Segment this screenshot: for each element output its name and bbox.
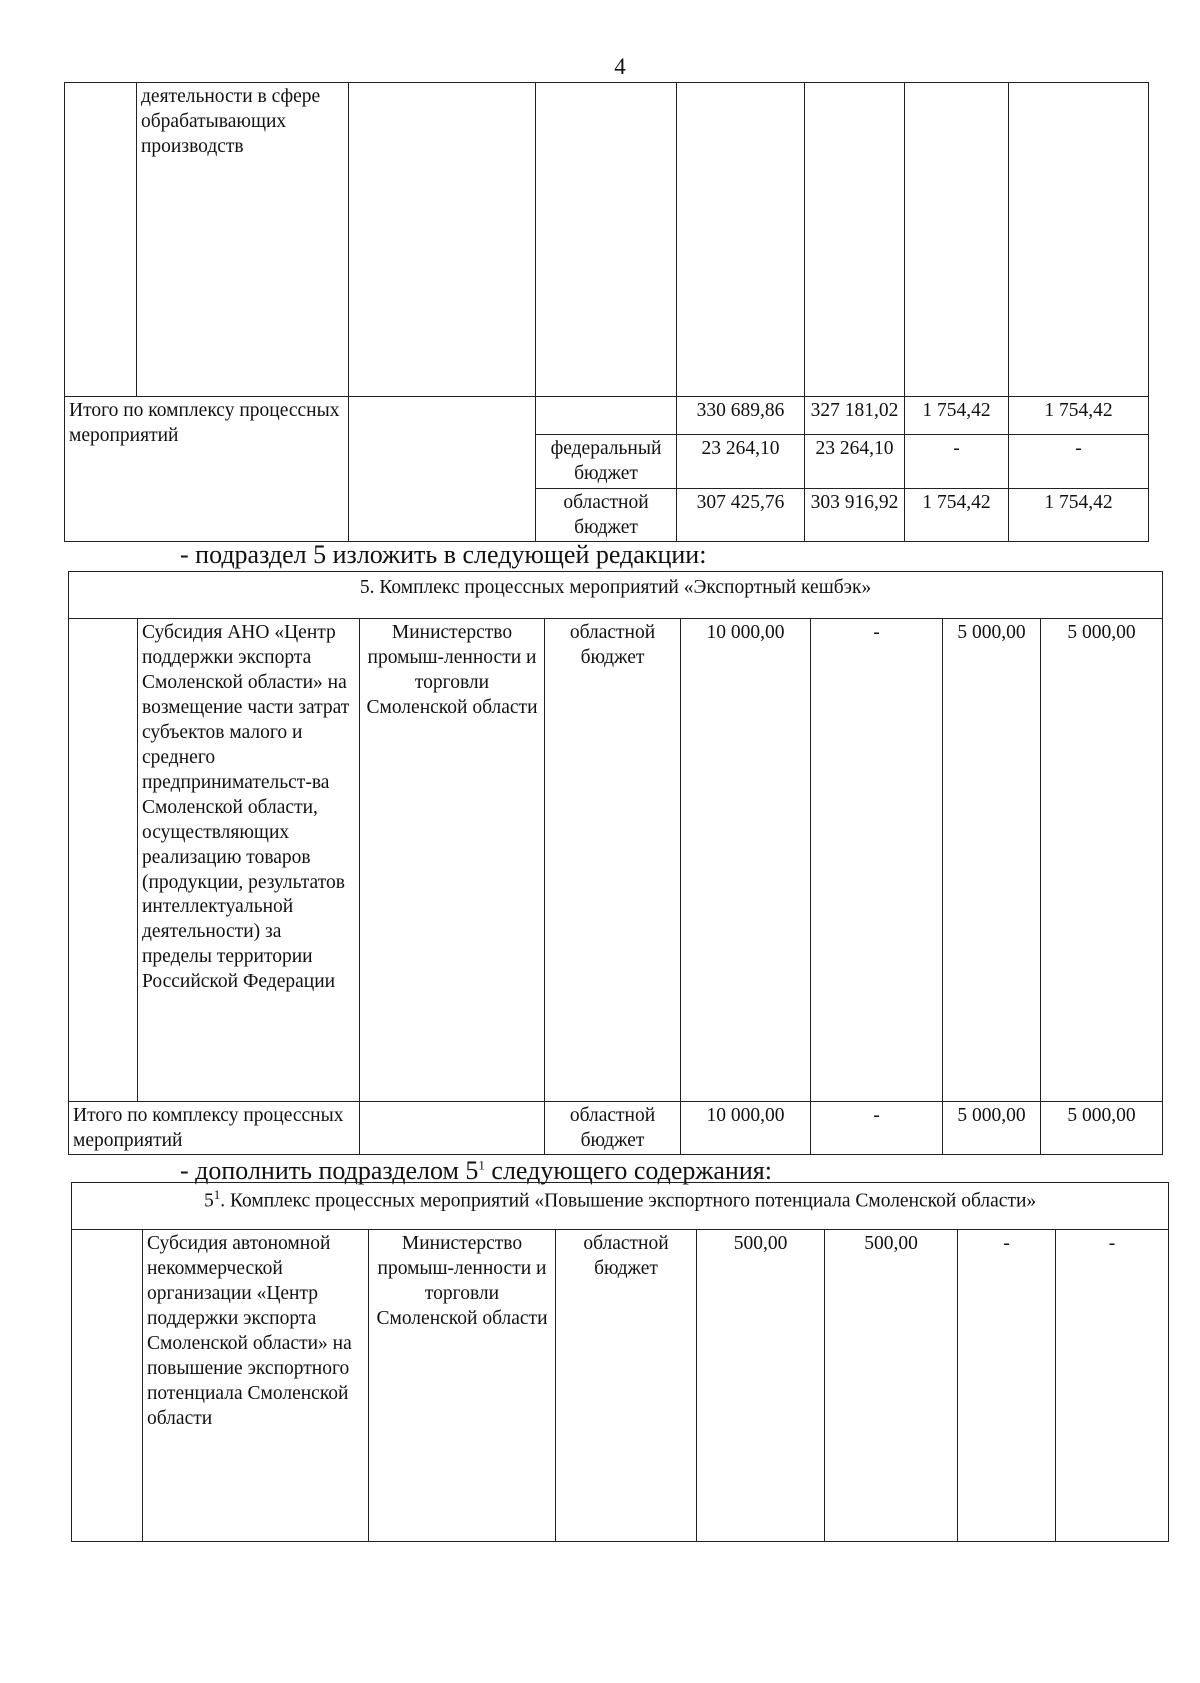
page-number: 4 [614, 54, 626, 79]
subsection-title: $5^1$. Комплекс процессных мероприятий «Повышение экспортного потенциала Смоленской области» [72, 1183, 1169, 1230]
total-label: Итого по комплексу процессных мероприятий [69, 1102, 360, 1155]
table-row [65, 83, 1149, 397]
table-row: федеральный бюджет 23 264,10 23 264,10 - - [65, 435, 1149, 489]
table-export-potential [71, 1182, 1169, 1542]
table-row: Итого по комплексу процессных мероприятий 330 689,86 327 181,02 1 754,42 1 754,42 [65, 397, 1149, 435]
table-continuation [64, 82, 1149, 542]
funding-source: областной бюджет [556, 1230, 697, 1542]
section-heading: - подраздел 5 изложить в следующей редакции: [180, 540, 707, 569]
executor: Министерство промыш-ленности и торговли Смоленской области [369, 1230, 556, 1542]
executor: Министерство промыш-ленности и торговли Смоленской области [360, 619, 545, 1102]
table-title-row [72, 1183, 1169, 1230]
subsection-title: 5. Комплекс процессных мероприятий «Экспортный кешбэк» [69, 572, 1163, 619]
funding-source: областной бюджет [545, 619, 681, 1102]
total-label: Итого по комплексу процессных мероприятий [65, 397, 349, 542]
table-row: областной бюджет 307 425,76 303 916,92 1 754,42 1 754,42 [65, 489, 1149, 542]
table-cell-name: деятельности в сфере обрабатывающих производств [137, 83, 349, 397]
table-row: Итого по комплексу процессных мероприятий областной бюджет 10 000,00 - 5 000,00 5 000,00 [69, 1102, 1163, 1155]
table-row: Субсидия автономной некоммерческой организации «Центр поддержки экспорта Смоленской области» на повышение экспортного потенциала Смоленской области Министерство промыш-ленности и торговли Смоленской области областной бюджет 500,00 500,00 - - [72, 1230, 1169, 1542]
table-export-cashback [68, 571, 1163, 1155]
activity-name: Субсидия АНО «Центр поддержки экспорта Смоленской области» на возмещение части затрат субъектов малого и среднего предпринимательст-ва Смоленской области, осуществляющих реализацию товаров (продукции, результатов интеллектуальной деятельности) за пределы территории Российской Федерации [138, 619, 360, 1102]
table-title-row [69, 572, 1163, 619]
activity-name: Субсидия автономной некоммерческой организации «Центр поддержки экспорта Смоленской области» на повышение экспортного потенциала Смоленской области [143, 1230, 369, 1542]
table-row: Субсидия АНО «Центр поддержки экспорта Смоленской области» на возмещение части затрат субъектов малого и среднего предпринимательст-ва Смоленской области, осуществляющих реализацию товаров (продукции, результатов интеллектуальной деятельности) за пределы территории Российской Федерации Министерство промыш-ленности и торговли Смоленской области областной бюджет 10 000,00 - 5 000,00 5 000,00 [69, 619, 1163, 1102]
section-heading: - дополнить подразделом $5^1$ следующего содержания: [180, 1156, 772, 1185]
